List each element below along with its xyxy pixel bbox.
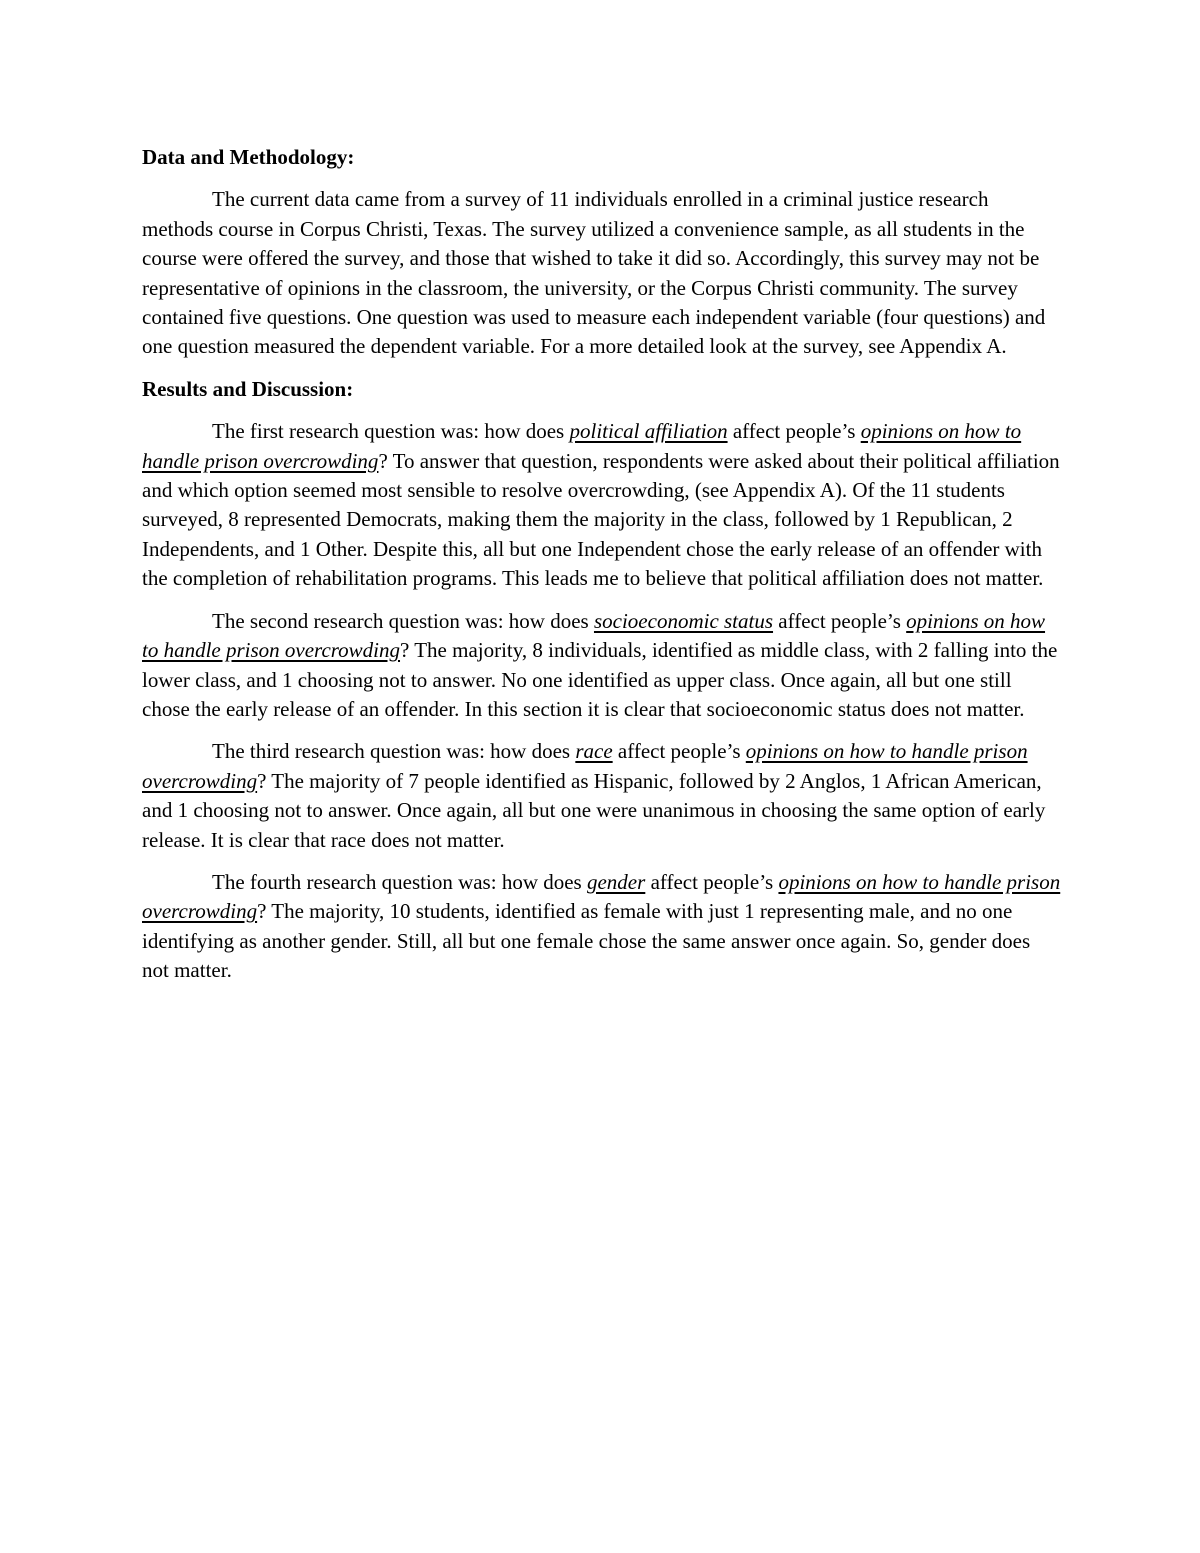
paragraph-text: The first research question was: how does — [212, 419, 570, 444]
paragraph-research-question-2 — [142, 607, 1062, 725]
paragraph-text: ? The majority, 10 students, identified as female with just 1 representing male, and no one identifying as another gender. Still, all but one female chose the same answer once again. So, gender does not matter. — [142, 899, 1031, 983]
section-heading-results-discussion: Results and Discussion: — [142, 376, 354, 401]
dependent-variable: opinions on how to handle prison overcrowding — [142, 739, 1028, 793]
paragraph-research-question-4 — [142, 868, 1062, 986]
paragraph-text: The current data came from a survey of 11 individuals enrolled in a criminal justice research methods course in Corpus Christi, Texas. The survey utilized a convenience sample, as all students in the course were offered the survey, and those that wished to take it did so. Accordingly, this survey may not be representative of opinions in the classroom, the university, or the Corpus Christi community. The survey contained five questions. One question was used to measure each independent variable (four questions) and one question measured the dependent variable. For a more detailed look at the survey, see Appendix A. — [142, 187, 1046, 359]
paragraph-text: The second research question was: how does — [212, 608, 594, 633]
paragraph-text: ? The majority of 7 people identified as Hispanic, followed by 2 Anglos, 1 African American, and 1 choosing not to answer. Once again, all but one were unanimous in choosing the same option of early release. It is clear that race does not matter. — [142, 768, 1046, 852]
paragraph-text: ? The majority, 8 individuals, identified as middle class, with 2 falling into the lower class, and 1 choosing not to answer. No one identified as upper class. Once again, all but one still chose the early release of an offender. In this section it is clear that socioeconomic status does not matter. — [142, 638, 1058, 721]
paragraph-text: affect people’s — [612, 739, 746, 764]
document-page — [142, 143, 1062, 999]
paragraph-text: affect people’s — [645, 869, 779, 894]
independent-variable: political affiliation — [569, 419, 728, 444]
paragraph-research-question-1 — [142, 417, 1062, 593]
paragraph-research-question-3 — [142, 737, 1062, 855]
section-heading-data-methodology: Data and Methodology: — [142, 145, 355, 169]
paragraph-text: The fourth research question was: how does — [212, 869, 587, 894]
independent-variable: socioeconomic status — [593, 608, 774, 633]
paragraph-text: affect people’s — [727, 419, 861, 444]
dependent-variable: opinions on how to handle prison overcrowding — [142, 608, 1046, 663]
paragraph-text: affect people’s — [773, 608, 907, 633]
paragraph-text: ? To answer that question, respondents were asked about their political affiliation and which option seemed most sensible to resolve overcrowding, (see Appendix A). Of the 11 students surveyed, 8 represented Democrats, making them the majority in the class, followed by 1 Republican, 2 Independents, and 1 Other. Despite this, all but one Independent chose the early release of an offender with the completion of rehabilitation programs. This leads me to believe that political affiliation does not matter. — [142, 448, 1060, 591]
independent-variable: race — [575, 739, 613, 764]
dependent-variable: opinions on how to handle prison overcrowding — [142, 869, 1061, 924]
dependent-variable: opinions on how to handle prison overcrowding — [142, 419, 1022, 473]
independent-variable: gender — [586, 869, 646, 894]
paragraph-text: The third research question was: how does — [212, 739, 576, 764]
paragraph-methodology — [142, 185, 1062, 361]
